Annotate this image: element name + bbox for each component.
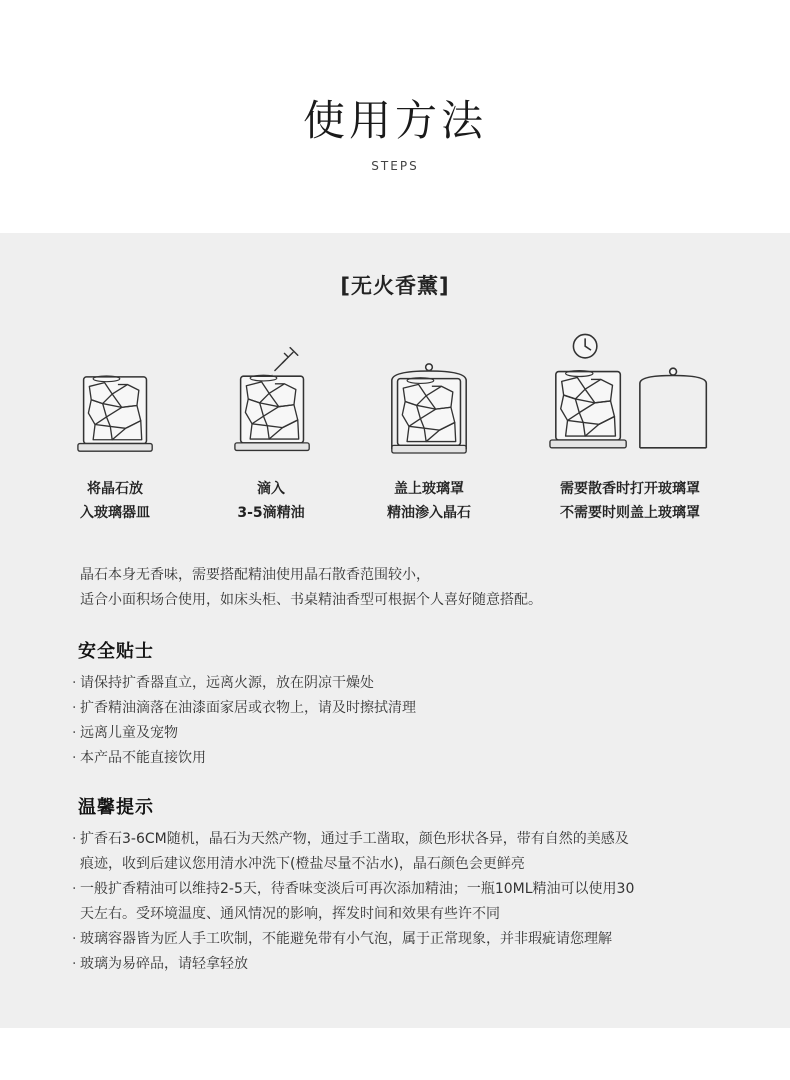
safety-item-text: 请保持扩香器直立，远离火源，放在阴凉干燥处 — [80, 675, 374, 691]
step-3-line1: 盖上玻璃罩 — [394, 481, 464, 497]
step-1-line2: 入玻璃器皿 — [80, 505, 150, 521]
tips-item — [72, 952, 752, 977]
intro-line-1: 晶石本身无香味，需要搭配精油使用晶石散香范围较小， — [80, 567, 430, 583]
step-1-line1: 将晶石放 — [87, 481, 143, 497]
tips-item-line1: 玻璃容器皆为匠人手工吹制，不能避免带有小气泡，属于正常现象，并非瑕疵请您理解 — [80, 931, 612, 947]
intro-text — [80, 563, 740, 613]
tips-item-line2: 天左右。受环境温度、通风情况的影响，挥发时间和效果有些许不同 — [80, 906, 500, 922]
tips-list — [72, 827, 752, 977]
bullet: · — [72, 931, 77, 947]
bullet: · — [72, 725, 77, 741]
step-4-label — [525, 477, 735, 525]
step-1-label — [55, 477, 175, 525]
step-2-line1: 滴入 — [257, 481, 285, 497]
clock-glass-and-dome-icon — [548, 332, 720, 462]
page-subtitle: STEPS — [371, 159, 419, 173]
step-3-line2: 精油渗入晶石 — [387, 505, 471, 521]
glass-with-crystals-icon — [76, 370, 156, 460]
safety-title: 安全贴士 — [78, 641, 154, 662]
tips-item — [72, 827, 752, 877]
safety-item — [72, 696, 732, 721]
bullet: · — [72, 700, 77, 716]
page-title: 使用方法 — [302, 96, 487, 145]
step-2-line2: 3-5滴精油 — [237, 505, 305, 521]
tips-item — [72, 877, 752, 927]
tips-item-line1: 一般扩香精油可以维持2-5天，待香味变淡后可再次添加精油；一瓶10ML精油可以使用30 — [80, 881, 635, 897]
step-4-line1: 需要散香时打开玻璃罩 — [560, 481, 700, 497]
safety-list — [72, 671, 732, 771]
bullet: · — [72, 675, 77, 691]
bullet: · — [72, 831, 77, 847]
safety-item — [72, 746, 732, 771]
safety-item-text: 远离儿童及宠物 — [80, 725, 178, 741]
tips-title: 温馨提示 — [78, 797, 154, 818]
tips-item-line1: 玻璃为易碎品，请轻拿轻放 — [80, 956, 248, 972]
step-4-line2: 不需要时则盖上玻璃罩 — [560, 505, 700, 521]
safety-item — [72, 671, 732, 696]
bullet: · — [72, 956, 77, 972]
step-2-label — [211, 477, 331, 525]
covered-glass-icon — [388, 362, 470, 462]
safety-item — [72, 721, 732, 746]
section-title: [无火香薰] — [340, 274, 450, 298]
tips-item — [72, 927, 752, 952]
step-3-label — [369, 477, 489, 525]
tips-item-line1: 扩香石3-6CM随机，晶石为天然产物，通过手工凿取，颜色形状各异，带有自然的美感及 — [80, 831, 629, 847]
intro-line-2: 适合小面积场合使用，如床头柜、书桌精油香型可根据个人喜好随意搭配。 — [80, 592, 542, 608]
bullet: · — [72, 881, 77, 897]
dropper-glass-icon — [233, 340, 313, 460]
safety-item-text: 本产品不能直接饮用 — [80, 750, 206, 766]
safety-item-text: 扩香精油滴落在油漆面家居或衣物上，请及时擦拭清理 — [80, 700, 416, 716]
bullet: · — [72, 750, 77, 766]
tips-item-line2: 痕迹，收到后建议您用清水冲洗下(橙盐尽量不沾水)，晶石颜色会更鲜亮 — [80, 856, 525, 872]
